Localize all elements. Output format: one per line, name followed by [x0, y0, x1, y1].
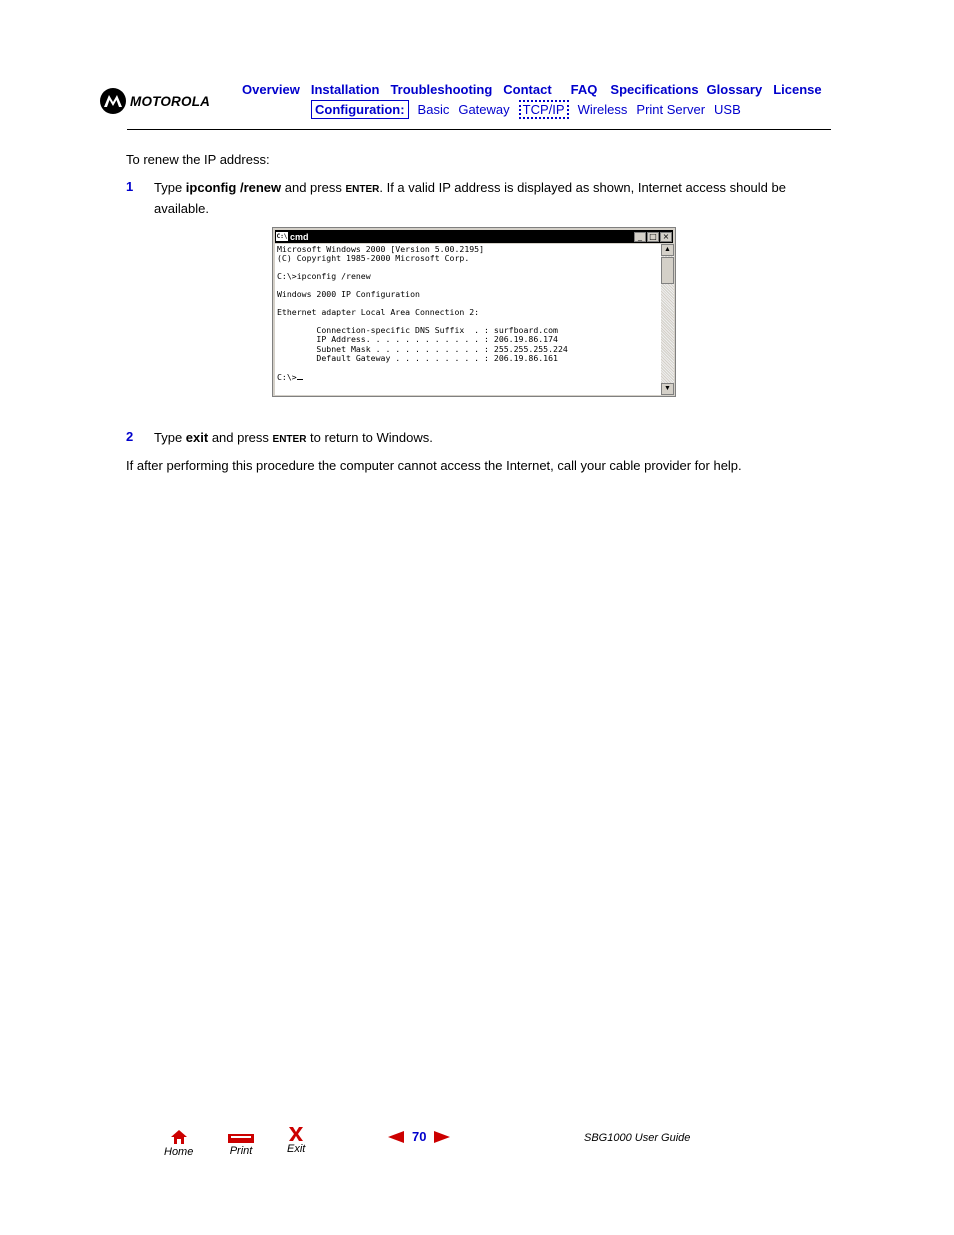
nav-link-contact[interactable]: Contact: [503, 82, 552, 97]
nav-link-wireless[interactable]: Wireless: [577, 102, 628, 117]
printer-icon: [227, 1131, 255, 1144]
cmd-window-screenshot: [272, 227, 676, 397]
console-line: C:\>: [277, 371, 297, 382]
close-icon: ×: [660, 232, 672, 242]
nav-link-overview[interactable]: Overview: [242, 82, 300, 97]
cmd-console: [275, 244, 661, 395]
nav-link-installation[interactable]: Installation: [310, 82, 380, 97]
home-icon: [170, 1129, 188, 1145]
scroll-thumb: [661, 257, 674, 284]
nav-link-specifications[interactable]: Specifications: [610, 82, 699, 97]
step-1-key: ENTER: [345, 184, 380, 195]
print-label: Print: [229, 1145, 253, 1157]
minimize-icon: _: [634, 232, 646, 242]
nav-link-troubleshooting[interactable]: Troubleshooting: [390, 82, 493, 97]
page-number: 70: [412, 1129, 427, 1144]
console-line: C:\>ipconfig /renew: [277, 271, 371, 282]
intro-text: To renew the IP address:: [126, 152, 270, 167]
exit-x-icon: [287, 1126, 305, 1142]
step-1-mid: and press: [281, 180, 346, 195]
nav-link-tcpip-active[interactable]: TCP/IP: [519, 100, 569, 119]
nav-link-print-server[interactable]: Print Server: [636, 102, 706, 117]
step-2-key: ENTER: [272, 434, 307, 445]
console-line: Ethernet adapter Local Area Connection 2:: [277, 307, 480, 318]
console-line: Microsoft Windows 2000 [Version 5.00.2195]: [277, 244, 485, 254]
step-1-text: [154, 178, 830, 218]
console-line: Connection-specific DNS Suffix . : surfboard.com: [277, 325, 558, 336]
previous-page-arrow-icon[interactable]: [388, 1131, 404, 1143]
cmd-output: [275, 244, 661, 383]
header-divider: [127, 129, 831, 130]
exit-label: Exit: [287, 1143, 306, 1155]
console-line: Default Gateway . . . . . . . . . : 206.19.86.161: [277, 352, 558, 363]
nav-link-configuration[interactable]: Configuration:: [311, 100, 409, 119]
step-1-post: . If a valid IP address is displayed as shown, Internet access should be available.: [154, 180, 786, 216]
scroll-up-icon: ▲: [661, 244, 674, 256]
home-label: Home: [164, 1146, 194, 1158]
console-line: Subnet Mask . . . . . . . . . . . : 255.255.255.224: [277, 343, 568, 354]
nav-link-glossary[interactable]: Glossary: [706, 82, 763, 97]
nav-link-faq[interactable]: FAQ: [570, 82, 598, 97]
home-button[interactable]: [164, 1129, 193, 1158]
step-2-post: to return to Windows.: [306, 430, 433, 445]
cmd-prompt-icon: C:\: [276, 233, 288, 240]
cmd-title: cmd: [290, 231, 309, 242]
step-1-pre: Type: [154, 180, 186, 195]
guide-title: SBG1000 User Guide: [584, 1132, 691, 1144]
print-button[interactable]: [227, 1131, 255, 1157]
nav-link-gateway[interactable]: Gateway: [458, 102, 510, 117]
cmd-title-bar: [275, 230, 673, 243]
nav-link-usb[interactable]: USB: [714, 102, 741, 117]
step-2-number: 2: [126, 429, 134, 444]
console-cursor: [297, 372, 303, 380]
step-2-pre: Type: [154, 430, 186, 445]
primary-nav: [242, 82, 833, 97]
motorola-batwing-icon: [100, 88, 126, 114]
logo-wordmark: MOTOROLA: [130, 93, 211, 109]
nav-link-basic[interactable]: Basic: [417, 102, 450, 117]
closing-text: If after performing this procedure the computer cannot access the Internet, call your cable provider for help.: [126, 458, 742, 473]
exit-button[interactable]: [287, 1126, 305, 1155]
console-line: IP Address. . . . . . . . . . . . : 206.19.86.174: [277, 334, 558, 345]
nav-link-license[interactable]: License: [773, 82, 822, 97]
step-2-mid: and press: [208, 430, 273, 445]
console-line: (C) Copyright 1985-2000 Microsoft Corp.: [277, 253, 470, 264]
configuration-nav: [311, 100, 750, 119]
step-2-command: exit: [185, 430, 209, 445]
step-2-text: [154, 428, 830, 449]
step-1-command: ipconfig /renew: [185, 180, 282, 195]
maximize-icon: □: [647, 232, 659, 242]
page-navigation: [388, 1129, 450, 1144]
console-line: Windows 2000 IP Configuration: [277, 289, 420, 300]
next-page-arrow-icon[interactable]: [434, 1131, 450, 1143]
cmd-scrollbar: [661, 244, 674, 395]
scroll-down-icon: ▼: [661, 383, 674, 395]
motorola-logo: [100, 88, 210, 114]
step-1-number: 1: [126, 179, 134, 194]
